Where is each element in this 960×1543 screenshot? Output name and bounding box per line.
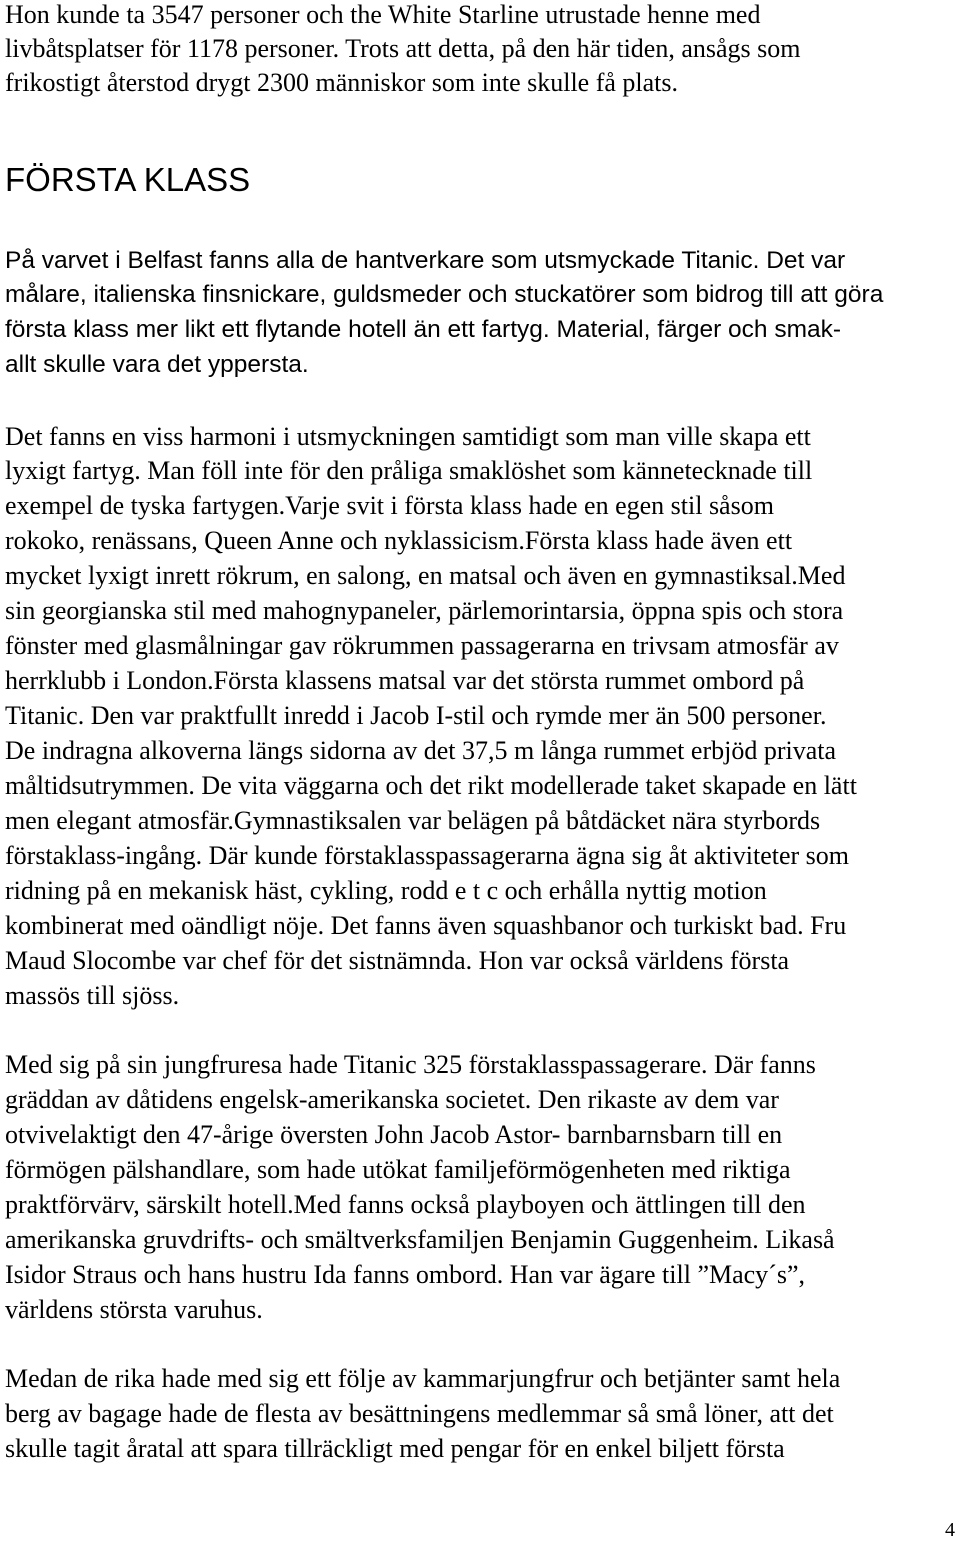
paragraph-line: De indragna alkoverna längs sidorna av det 37,5 m långa rummet erbjöd privata [5,736,837,765]
paragraph-line: otvivelaktigt den 47-årige översten John Jacob Astor- barnbarnsbarn till en [5,1120,783,1149]
paragraph-line: sin georgianska stil med mahognypaneler, pärlemorintarsia, öppna spis och stora [5,596,844,625]
intro-line: Hon kunde ta 3547 personer och the White Starline utrustade henne med [5,0,761,29]
paragraph-line: förstaklass-ingång. Där kunde förstaklasspassagerarna ägna sig åt aktiviteter som [5,841,850,870]
paragraph-line: rokoko, renässans, Queen Anne och nyklassicism.Första klass hade även ett [5,526,793,555]
page-number: 4 [945,1519,955,1541]
intro-line: frikostigt återstod drygt 2300 människor som inte skulle få plats. [5,68,679,97]
paragraph-line: Maud Slocombe var chef för det sistnämnda. Hon var också världens första [5,946,790,975]
paragraph-line: lyxigt fartyg. Man föll inte för den pråliga smaklöshet som kännetecknade till [5,456,813,485]
intro-line: livbåtsplatser för 1178 personer. Trots att detta, på den här tiden, ansågs som [5,34,801,63]
paragraph-line: mycket lyxigt inrett rökrum, en salong, en matsal och även en gymnastiksal.Med [5,561,846,590]
paragraph-line: Titanic. Den var praktfullt inredd i Jacob I-stil och rymde mer än 500 personer. [5,701,827,730]
paragraph-line: Medan de rika hade med sig ett följe av kammarjungfrur och betjänter samt hela [5,1364,841,1393]
paragraph-line: fönster med glasmålningar gav rökrummen passagerarna en trivsam atmosfär av [5,631,839,660]
paragraph-line: skulle tagit åratal att spara tillräckligt med pengar för en enkel biljett första [5,1434,785,1463]
paragraph-line: praktförvärv, särskilt hotell.Med fanns också playboyen och ättlingen till den [5,1190,806,1219]
paragraph-line: men elegant atmosfär.Gymnastiksalen var belägen på båtdäcket nära styrbords [5,806,821,835]
paragraph-line: exempel de tyska fartygen.Varje svit i första klass hade en egen stil såsom [5,491,774,520]
paragraph-line: Det fanns en viss harmoni i utsmyckningen samtidigt som man ville skapa ett [5,422,811,451]
paragraph-line: berg av bagage hade de flesta av besättningens medlemmar så små löner, att det [5,1399,834,1428]
paragraph-line: världens största varuhus. [5,1295,263,1324]
paragraph-line: förmögen pälshandlare, som hade utökat familjeförmögenheten med riktiga [5,1155,791,1184]
paragraph-line: måltidsutrymmen. De vita väggarna och det rikt modellerade taket skapade en lätt [5,771,857,800]
paragraph-line: gräddan av dåtidens engelsk-amerikanska societet. Den rikaste av dem var [5,1085,779,1114]
paragraph-line: herrklubb i London.Första klassens matsal var det största rummet ombord på [5,666,805,695]
paragraph-line: ridning på en mekanisk häst, cykling, rodd e t c och erhålla nyttig motion [5,876,767,905]
paragraph-line: allt skulle vara det yppersta. [5,351,309,378]
paragraph-line: Isidor Straus och hans hustru Ida fanns ombord. Han var ägare till ”Macy´s”, [5,1260,805,1289]
paragraph-line: Med sig på sin jungfruresa hade Titanic 325 förstaklasspassagerare. Där fanns [5,1050,816,1079]
paragraph-line: målare, italienska finsnickare, guldsmeder och stuckatörer som bidrog till att göra [5,281,884,308]
paragraph-line: amerikanska gruvdrifts- och smältverksfamiljen Benjamin Guggenheim. Likaså [5,1225,835,1254]
section-heading: FÖRSTA KLASS [5,161,251,198]
paragraph-line: På varvet i Belfast fanns alla de hantverkare som utsmyckade Titanic. Det var [5,247,846,274]
paragraph-line: kombinerat med oändligt nöje. Det fanns även squashbanor och turkiskt bad. Fru [5,911,847,940]
paragraph-line: första klass mer likt ett flytande hotell än ett fartyg. Material, färger och smak- [5,316,842,343]
paragraph-line: massös till sjöss. [5,981,180,1010]
